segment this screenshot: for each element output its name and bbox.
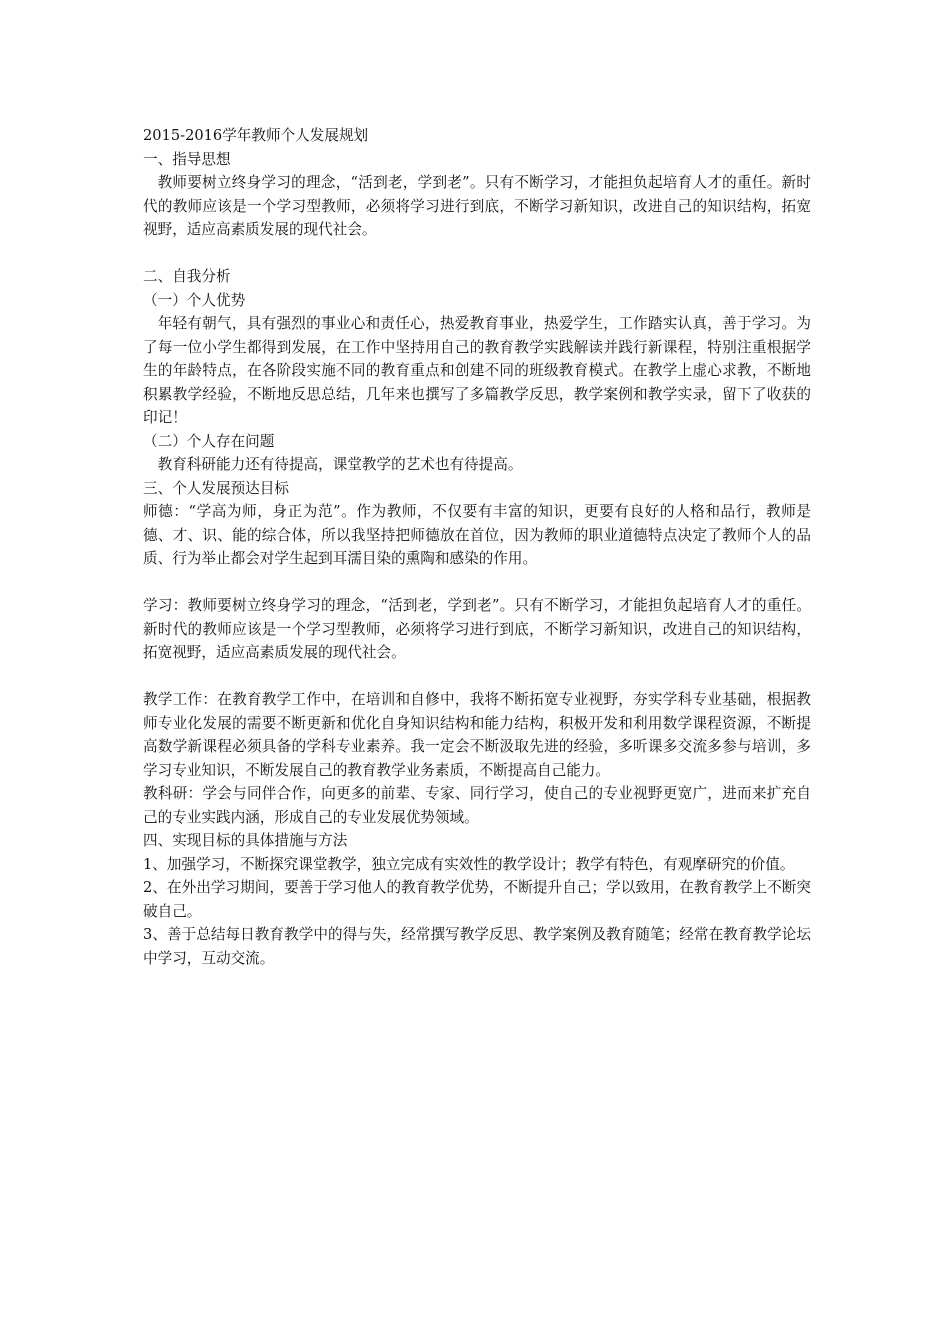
measure-item-1: 1、加强学习，不断探究课堂教学，独立完成有实效性的教学设计；教学有特色，有观摩研究的价值。: [143, 855, 795, 873]
measure-item-2: 2、在外出学习期间，要善于学习他人的教育教学优势，不断提升自己；学以致用，在教育教学上不断突破自己。: [143, 879, 811, 920]
blank-line: [143, 665, 811, 689]
teaching-paragraph: 教学工作：在教育教学工作中，在培训和自修中，我将不断拓宽专业视野，夯实学科专业基础，根据教师专业化发展的需要不断更新和优化自身知识结构和能力结构，积极开发和利用数学课程资源，不断提高数学新课程必须具备的学科专业素养。我一定会不断汲取先进的经验，多听课多交流多参与培训，多学习专业知识，不断发展自己的教育教学业务素质，不断提高自己能力。: [143, 691, 811, 779]
blank-line: [143, 571, 811, 595]
measure-item-3: 3、善于总结每日教育教学中的得与失，经常撰写教学反思、教学案例及教育随笔；经常在教育教学论坛中学习，互动交流。: [143, 926, 811, 967]
blank-line: [143, 242, 811, 266]
subsection-problems-heading: （二）个人存在问题: [143, 432, 275, 450]
document-title: 2015-2016学年教师个人发展规划: [143, 127, 369, 144]
study-paragraph: 学习：教师要树立终身学习的理念，“活到老，学到老”。只有不断学习，才能担负起培育人才的重任。新时代的教师应该是一个学习型教师，必须将学习进行到底，不断学习新知识，改进自己的知识结构，拓宽视野，适应高素质发展的现代社会。: [143, 597, 811, 661]
problems-paragraph: 教育科研能力还有待提高，课堂教学的艺术也有待提高。: [157, 456, 523, 473]
document-page: [143, 124, 811, 970]
section-4-heading: 四、实现目标的具体措施与方法: [143, 832, 348, 849]
section-3-heading: 三、个人发展预达目标: [143, 479, 289, 497]
research-paragraph: 教科研：学会与同伴合作，向更多的前辈、专家、同行学习，使自己的专业视野更宽广，进而来扩充自己的专业实践内涵，形成自己的专业发展优势领域。: [143, 785, 811, 826]
subsection-strengths-heading: （一）个人优势: [143, 291, 246, 309]
section-1-paragraph: 教师要树立终身学习的理念，“活到老，学到老”。只有不断学习，才能担负起培育人才的重任。新时代的教师应该是一个学习型教师，必须将学习进行到底，不断学习新知识，改进自己的知识结构，拓宽视野，适应高素质发展的现代社会。: [143, 174, 811, 238]
section-2-heading: 二、自我分析: [143, 268, 231, 285]
ethics-paragraph: 师德：“学高为师，身正为范”。作为教师，不仅要有丰富的知识，更要有良好的人格和品行，教师是德、才、识、能的综合体，所以我坚持把师德放在首位，因为教师的职业道德特点决定了教师个人的品质、行为举止都会对学生起到耳濡目染的熏陶和感染的作用。: [143, 503, 811, 567]
strengths-paragraph: 年轻有朝气，具有强烈的事业心和责任心，热爱教育事业，热爱学生，工作踏实认真，善于学习。为了每一位小学生都得到发展，在工作中坚持用自己的教育教学实践解读并践行新课程，特别注重根据学生的年龄特点，在各阶段实施不同的教育重点和创建不同的班级教育模式。在教学上虚心求教，不断地积累教学经验，不断地反思总结，几年来也撰写了多篇教学反思，教学案例和教学实录，留下了收获的印记！: [143, 315, 811, 426]
section-1-heading: 一、指导思想: [143, 150, 231, 168]
